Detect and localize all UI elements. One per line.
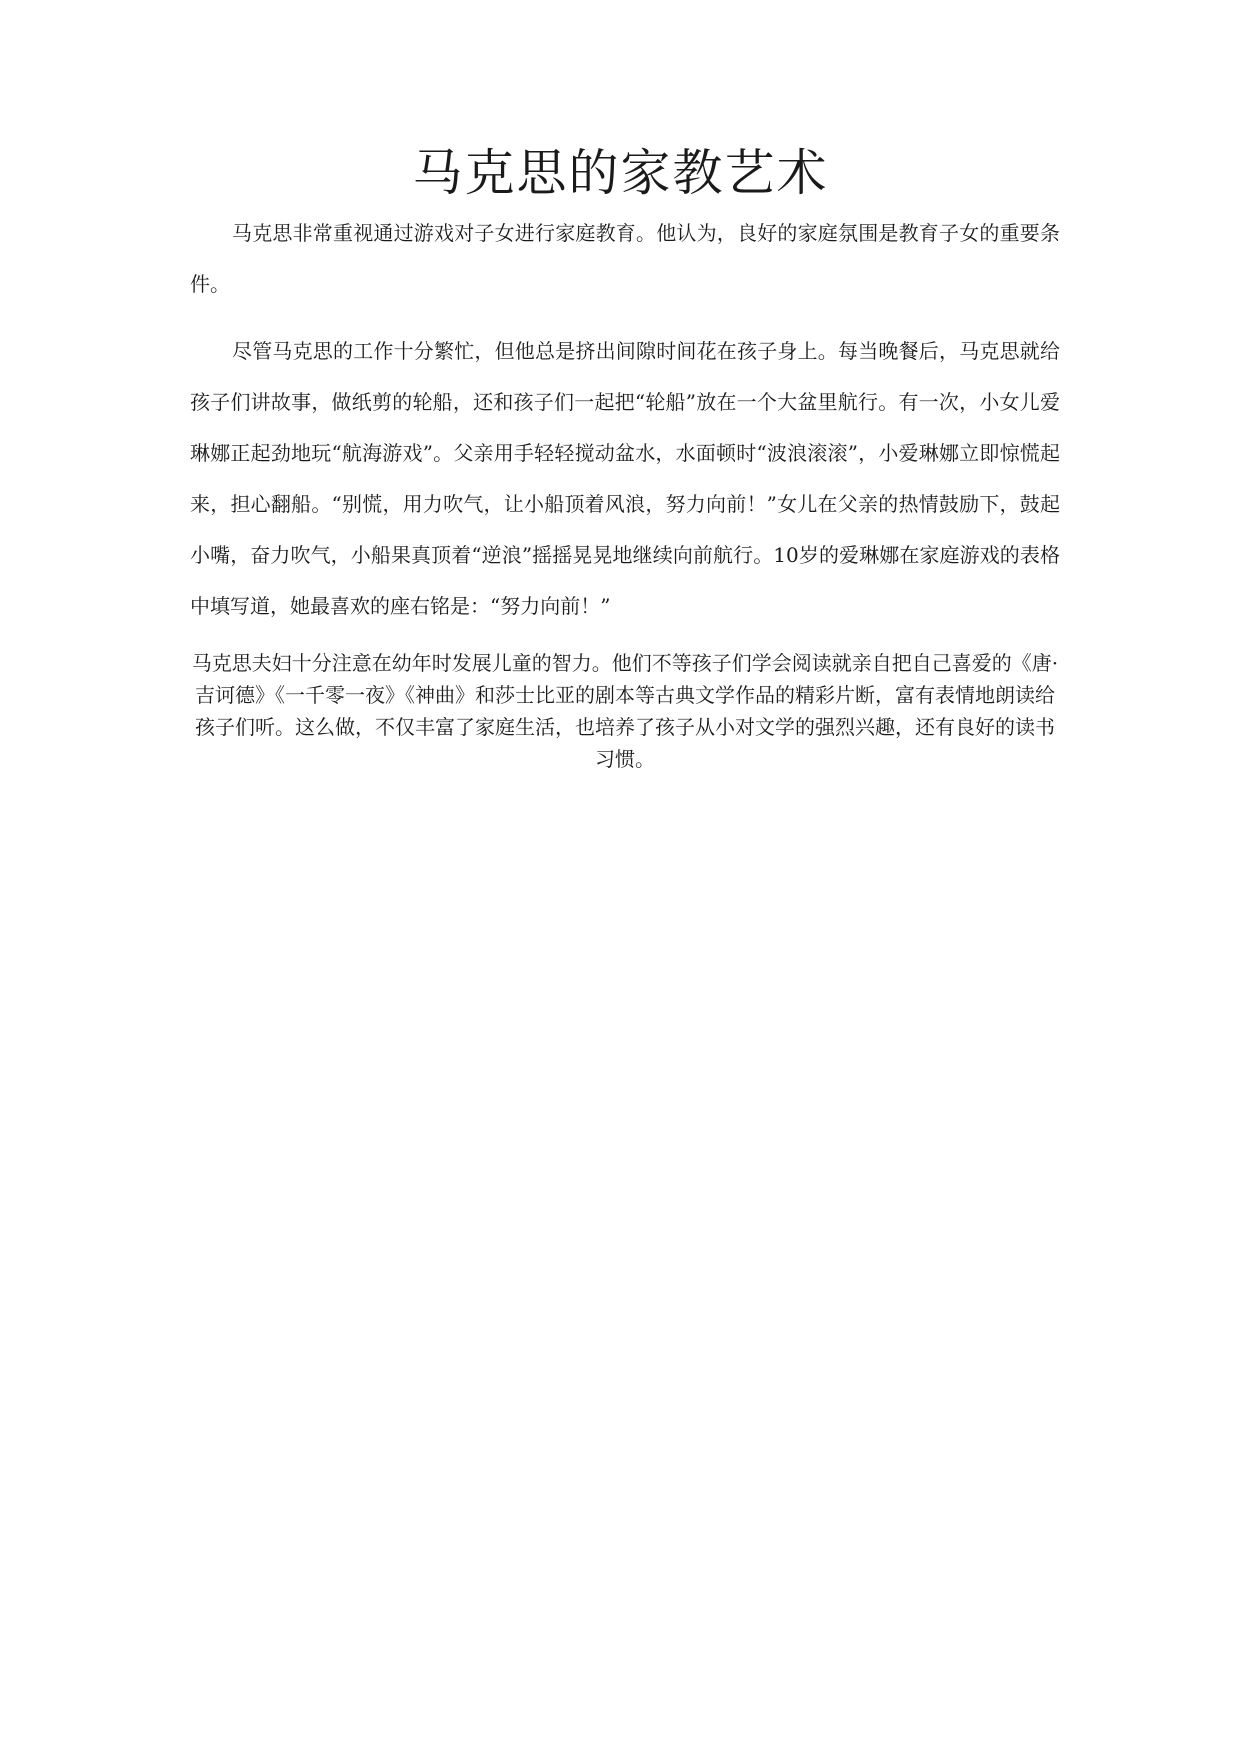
paragraph-reading: 马克思夫妇十分注意在幼年时发展儿童的智力。他们不等孩子们学会阅读就亲自把自己喜爱的《唐·吉诃德》《一千零一夜》《神曲》和莎士比亚的剧本等古典文学作品的精彩片断，富有表情地朗读给孩子们听。这么做，不仅丰富了家庭生活，也培养了孩子从小对文学的强烈兴趣，还有良好的读书习惯。 <box>191 651 1059 771</box>
paragraph-boat-game: 尽管马克思的工作十分繁忙，但他总是挤出间隙时间花在孩子身上。每当晚餐后，马克思就给孩子们讲故事，做纸剪的轮船，还和孩子们一起把“轮船”放在一个大盆里航行。有一次，小女儿爱琳娜正起劲地玩“航海游戏”。父亲用手轻轻搅动盆水，水面顿时“波浪滚滚”，小爱琳娜立即惊慌起来，担心翻船。“别慌，用力吹气，让小船顶着风浪，努力向前！”女儿在父亲的热情鼓励下，鼓起小嘴，奋力吹气，小船果真顶着“逆浪”摇摇晃晃地继续向前航行。10岁的爱琳娜在家庭游戏的表格中填写道，她最喜欢的座右铭是：“努力向前！” <box>190 339 1060 618</box>
document-title: 马克思的家教艺术 <box>412 144 829 202</box>
paragraph-intro: 马克思非常重视通过游戏对子女进行家庭教育。他认为，良好的家庭氛围是教育子女的重要条件。 <box>190 221 1060 296</box>
